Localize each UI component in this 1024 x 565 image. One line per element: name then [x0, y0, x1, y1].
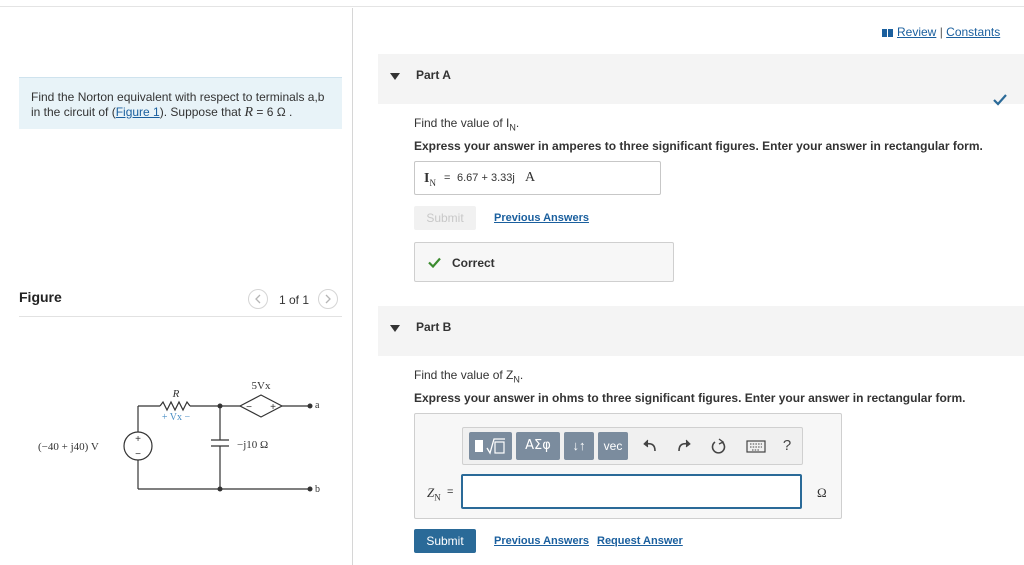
templates-icon [469, 432, 512, 460]
source-plus: + [135, 434, 141, 445]
source-minus: − [135, 449, 141, 460]
undo-button[interactable] [639, 434, 661, 458]
top-border [0, 6, 1024, 7]
chevron-left-icon [249, 290, 267, 308]
part-a-submit-button[interactable]: Submit [414, 206, 476, 230]
terminal-a-label: a [315, 400, 320, 411]
part-a-instruction: Express your answer in amperes to three significant figures. Enter your answer in rectangular form. [414, 139, 983, 153]
answer-equals: = [444, 172, 451, 184]
part-b-question-end: . [519, 368, 524, 382]
redo-button[interactable] [673, 434, 695, 458]
problem-statement [19, 77, 342, 129]
checkmark-icon [993, 94, 1007, 106]
circuit-diagram [30, 370, 330, 505]
part-a-header[interactable] [378, 54, 1024, 104]
answer-label [424, 171, 436, 188]
part-a-previous-answers-link[interactable]: Previous Answers [494, 212, 589, 224]
subscript-superscript-button[interactable]: ↓↑ [564, 432, 594, 460]
math-editor [414, 413, 842, 519]
answer-unit: A [525, 170, 536, 185]
undo-icon [639, 434, 661, 458]
source-label: (−40 + j40) V [38, 441, 99, 453]
problem-text-before: Find the Norton equivalent with respect to terminals a,b in the circuit of ( [31, 90, 325, 119]
collapse-caret-icon [390, 325, 400, 332]
zn-unit: Ω [817, 485, 827, 500]
figure-pager: 1 of 1 [279, 293, 310, 307]
help-button[interactable]: ? [782, 437, 792, 454]
request-answer-link[interactable]: Request Answer [597, 535, 683, 547]
book-icon [882, 29, 894, 37]
part-b-instruction: Express your answer in ohms to three significant figures. Enter your answer in rectangular form. [414, 391, 966, 405]
vx-label: + Vx − [161, 412, 191, 423]
figure-link[interactable]: Figure 1 [115, 105, 160, 119]
answer-label-sub: N [429, 177, 436, 188]
problem-text-after: ). Suppose that [159, 105, 245, 119]
answer-label-var: I [424, 171, 430, 186]
part-a-question-text: Find the value of I [414, 116, 510, 130]
zn-label [427, 485, 441, 503]
vector-button[interactable]: vec [598, 432, 628, 460]
constants-link[interactable]: Constants [946, 25, 1001, 39]
part-a-question-end: . [515, 116, 520, 130]
review-constants-links [882, 25, 1000, 39]
pane-divider [352, 8, 353, 565]
zn-equals: = [447, 486, 454, 498]
resistor-label: R [172, 388, 180, 400]
review-link[interactable]: Review [897, 25, 937, 39]
dep-minus: − [246, 402, 252, 413]
reset-icon [707, 434, 729, 458]
header-separator: | [939, 25, 943, 39]
correct-check-icon [428, 257, 441, 268]
correct-label: Correct [452, 256, 495, 270]
zn-label-var: Z [427, 485, 435, 500]
dependent-source-label: 5Vx [251, 380, 271, 392]
figure-separator [19, 316, 342, 317]
keyboard-icon [743, 434, 769, 458]
part-b-header[interactable] [378, 306, 1024, 356]
part-a-question [414, 116, 519, 132]
part-a-question-sub: N [509, 122, 516, 133]
part-a-title: Part A [416, 68, 451, 82]
zn-answer-input[interactable] [461, 474, 802, 509]
part-a-answer-box [414, 161, 661, 195]
prev-figure-button[interactable] [248, 289, 268, 309]
part-b-previous-answers-link[interactable]: Previous Answers [494, 535, 589, 547]
reset-button[interactable] [707, 434, 729, 458]
chevron-right-icon [319, 290, 337, 308]
terminal-b-dot [308, 487, 313, 492]
part-b-question-sub: N [513, 374, 520, 385]
next-figure-button[interactable] [318, 289, 338, 309]
part-b-submit-button[interactable]: Submit [414, 529, 476, 553]
figure-title: Figure [19, 289, 62, 305]
greek-button[interactable]: ΑΣφ [516, 432, 560, 460]
dep-plus: + [270, 402, 276, 413]
answer-value: 6.67 + 3.33j [457, 172, 515, 184]
r-value: = 6 Ω . [253, 105, 293, 119]
capacitor-label: −j10 Ω [237, 439, 269, 451]
math-toolbar [462, 427, 803, 465]
templates-button[interactable] [469, 432, 512, 460]
terminal-b-label: b [315, 484, 320, 495]
redo-icon [673, 434, 695, 458]
terminal-a-dot [308, 404, 313, 409]
collapse-caret-icon [390, 73, 400, 80]
correct-feedback [414, 242, 674, 282]
zn-label-sub: N [434, 492, 441, 503]
part-b-question-text: Find the value of Z [414, 368, 514, 382]
part-b-title: Part B [416, 320, 452, 334]
r-variable: R [244, 105, 254, 120]
keyboard-button[interactable] [743, 434, 769, 458]
part-b-question [414, 368, 523, 384]
